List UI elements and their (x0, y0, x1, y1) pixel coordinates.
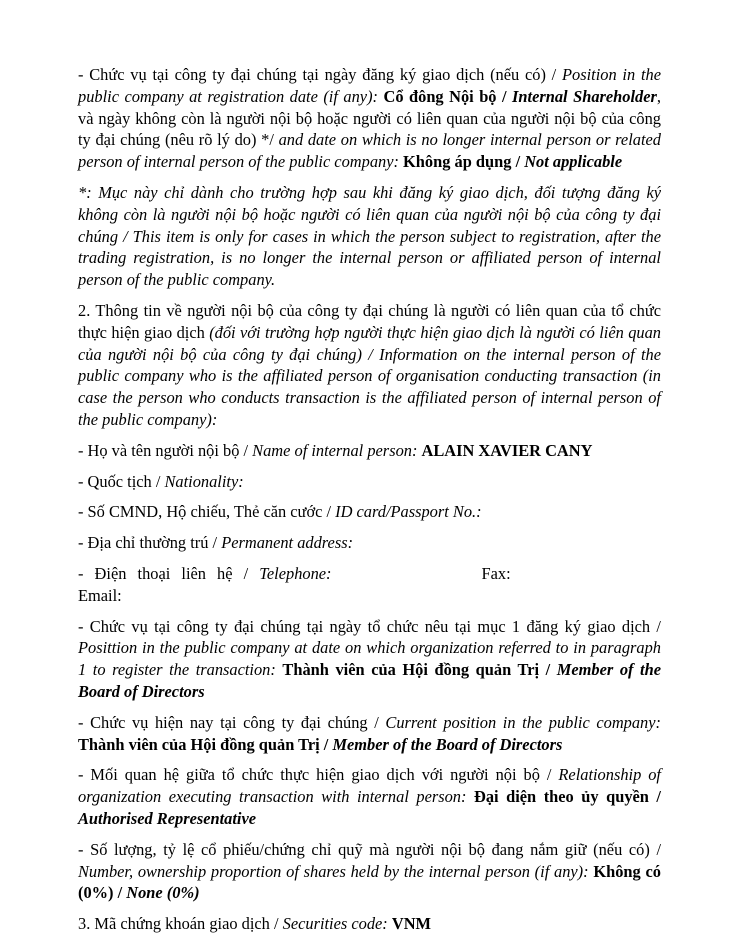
text-run: Cổ đông Nội bộ / (383, 86, 513, 106)
id-passport-line (78, 501, 661, 523)
text-run: Nationality: (164, 471, 244, 491)
text-run: (đối với trường hợp người thực hiện giao dịch là người có liên quan của người nội bộ của công ty đại chúng) / Information on the internal person of the public company who is the affiliated person of organisation conducting transaction (in case the person who conducts transaction is the affiliated person of internal person of the public company): (78, 322, 661, 429)
telephone-fax-email-line (78, 563, 661, 607)
text-run: Thành viên của Hội đồng quản Trị / (78, 734, 333, 754)
text-run: - Mối quan hệ giữa tổ chức thực hiện giao dịch với người nội bộ / (78, 765, 559, 785)
text-run: Email: (78, 585, 122, 605)
text-run: Relationship of organization executing transaction with internal person: (78, 765, 661, 807)
text-run: - Chức vụ hiện nay tại công ty đại chúng / (78, 712, 386, 732)
text-run: Authorised Representative (78, 808, 257, 828)
text-run: Not applicable (524, 152, 623, 172)
text-run: Đại diện theo ủy quyền / (474, 787, 661, 807)
text-run: - Số lượng, tỷ lệ cổ phiếu/chứng chỉ quỹ mà người nội bộ đang nắm giữ (nếu có) / (78, 839, 661, 859)
text-run: - Số CMND, Hộ chiếu, Thẻ căn cước / (78, 502, 336, 522)
text-run: Securities code: (282, 914, 392, 934)
text-run: Current position in the public company: (385, 712, 661, 732)
securities-code-line (78, 913, 661, 935)
shares-held-paragraph (78, 839, 661, 904)
text-run: *: Mục này chỉ dành cho trường hợp sau khi đăng ký giao dịch, đối tượng đăng ký không còn là người nội bộ hoặc người có liên quan của người nội bộ của công ty đại chúng / This item is only for cases in which the person subject to registration, after the trading registration, is no longer the internal person or affiliated person of internal person of the public company. (78, 182, 661, 290)
text-run: Posittion in the public company at date on which organization referred to in paragraph 1 to register the transaction: (78, 638, 661, 680)
text-run: - Quốc tịch / (78, 471, 165, 491)
text-run: Number, ownership proportion of shares held by the internal person (if any): (78, 861, 594, 881)
nationality-line (78, 471, 661, 493)
relationship-paragraph (78, 764, 661, 829)
current-position-paragraph (78, 712, 661, 756)
text-run: - Chức vụ tại công ty đại chúng tại ngày tổ chức nêu tại mục 1 đăng ký giao dịch / (78, 616, 661, 636)
text-run: 3. Mã chứng khoán giao dịch / (78, 914, 283, 934)
text-run: , và ngày không còn là người nội bộ hoặc người có liên quan của người nội bộ của công ty đại chúng (nêu rõ lý do) */ (78, 86, 661, 150)
section-2-heading-paragraph (78, 300, 661, 431)
position-at-registration-paragraph (78, 64, 661, 173)
text-run: ID card/Passport No.: (335, 502, 482, 522)
text-run: Position in the public company at registration date (if any): (78, 65, 661, 106)
permanent-address-line (78, 532, 661, 554)
text-run: Telephone: (259, 563, 332, 583)
text-run: Thành viên của Hội đồng quản Trị / (282, 660, 557, 680)
text-run: Internal Shareholder (512, 86, 657, 106)
internal-person-name-line (78, 440, 661, 462)
text-run: 2. Thông tin về người nội bộ của công ty đại chúng là người có liên quan của tổ chức thực hiện giao dịch (78, 300, 661, 342)
document-body (78, 64, 661, 935)
text-run: Name of internal person: (252, 440, 422, 460)
text-run: Permanent address: (221, 533, 354, 553)
text-run: Không có (0%) / (78, 861, 661, 903)
text-run: - Họ và tên người nội bộ / (78, 440, 253, 460)
text-run: - Điện thoại liên hệ / (78, 563, 260, 583)
text-run: and date on which is no longer internal person or related person of internal person of the public company: (78, 130, 661, 172)
text-run: VNM (391, 914, 432, 934)
text-run: ALAIN XAVIER CANY (421, 440, 593, 460)
text-run: Member of the Board of Directors (78, 660, 661, 701)
text-run: Fax: (481, 563, 511, 583)
text-run: Không áp dụng / (403, 152, 525, 172)
text-run: - Địa chỉ thường trú / (78, 533, 222, 553)
text-run: Member of the Board of Directors (332, 734, 563, 754)
text-run: None (0%) (126, 883, 200, 903)
position-at-org-registration-paragraph (78, 616, 661, 703)
footnote-paragraph (78, 182, 661, 291)
text-run: - Chức vụ tại công ty đại chúng tại ngày đăng ký giao dịch (nếu có) / (78, 65, 563, 84)
